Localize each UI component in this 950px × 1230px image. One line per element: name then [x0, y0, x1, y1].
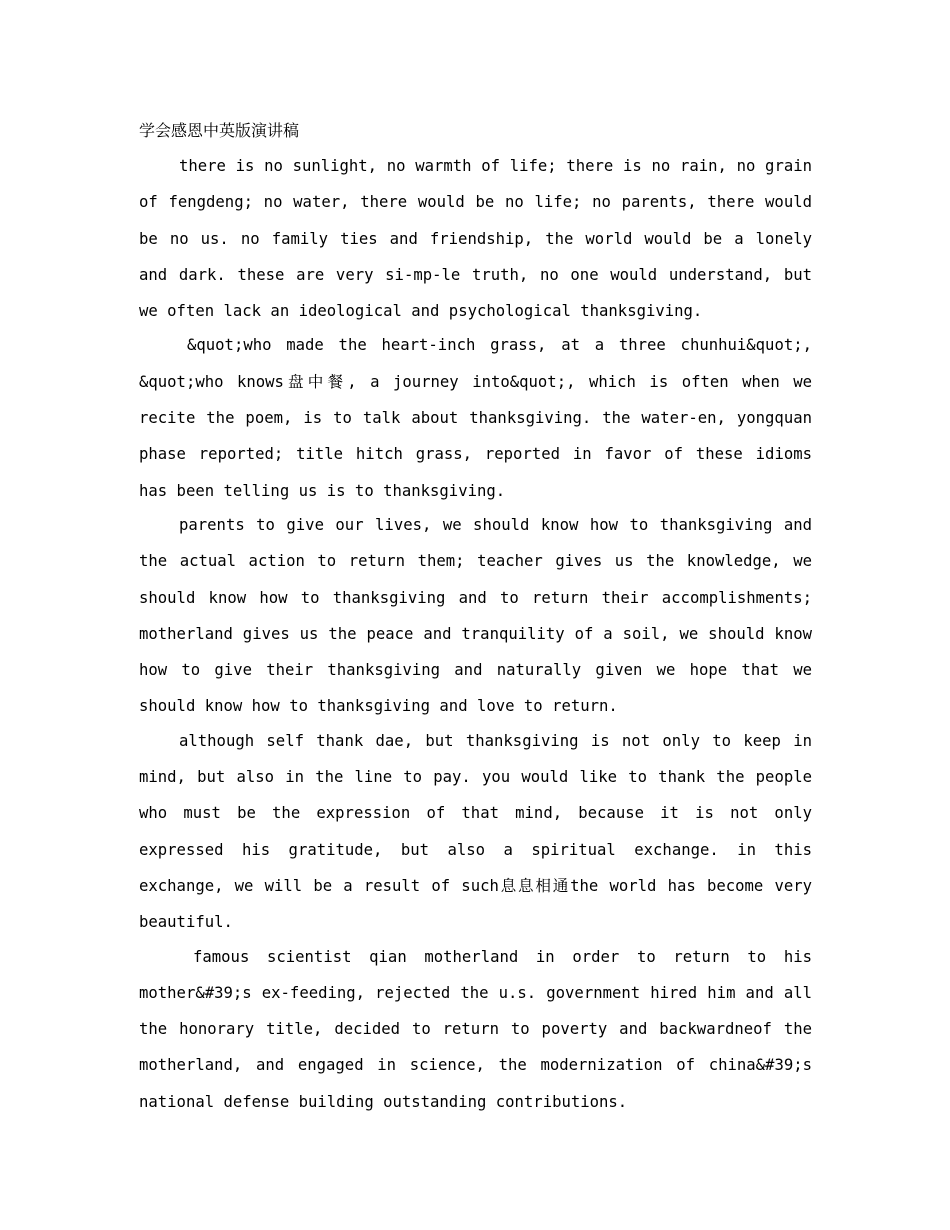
document-body [139, 148, 812, 1120]
paragraph-3: parents to give our lives, we should know how to thanksgiving and the actual action to return them; teacher gives us the knowledge, we should know how to thanksgiving and to return their accomplishments; motherland gives us the peace and tranquility of a soil, we should know how to give their thanksgiving and naturally given we hope that we should know how to thanksgiving and love to return. [139, 515, 812, 716]
paragraph-4: although self thank dae, but thanksgiving is not only to keep in mind, but also in the line to pay. you would like to thank the people who must be the expression of that mind, because it is not only expressed his gratitude, but also a spiritual exchange. in this exchange, we will be a result of such息息相通the world has become very beautiful. [139, 731, 812, 932]
paragraph-5: famous scientist qian motherland in order to return to his mother&#39;s ex-feeding, rejected the u.s. government hired him and all the honorary title, decided to return to poverty and backwardneof the motherland, and engaged in science, the modernization of china&#39;s national defense building outstanding contributions. [139, 947, 812, 1111]
paragraph-2: &quot;who made the heart-inch grass, at a three chunhui&quot;, &quot;who knows盘中餐, a journey into&quot;, which is often when we recite the poem, is to talk about thanksgiving. the water-en, yongquan phase reported; title hitch grass, reported in favor of these idioms has been telling us is to thanksgiving. [139, 336, 812, 500]
paragraph-1: there is no sunlight, no warmth of life; there is no rain, no grain of fengdeng; no water, there would be no life; no parents, there would be no us. no family ties and friendship, the world would be a lonely and dark. these are very si-mp-le truth, no one would understand, but we often lack an ideological and psychological thanksgiving. [139, 157, 812, 321]
document-title: 学会感恩中英版演讲稿 [139, 121, 300, 140]
